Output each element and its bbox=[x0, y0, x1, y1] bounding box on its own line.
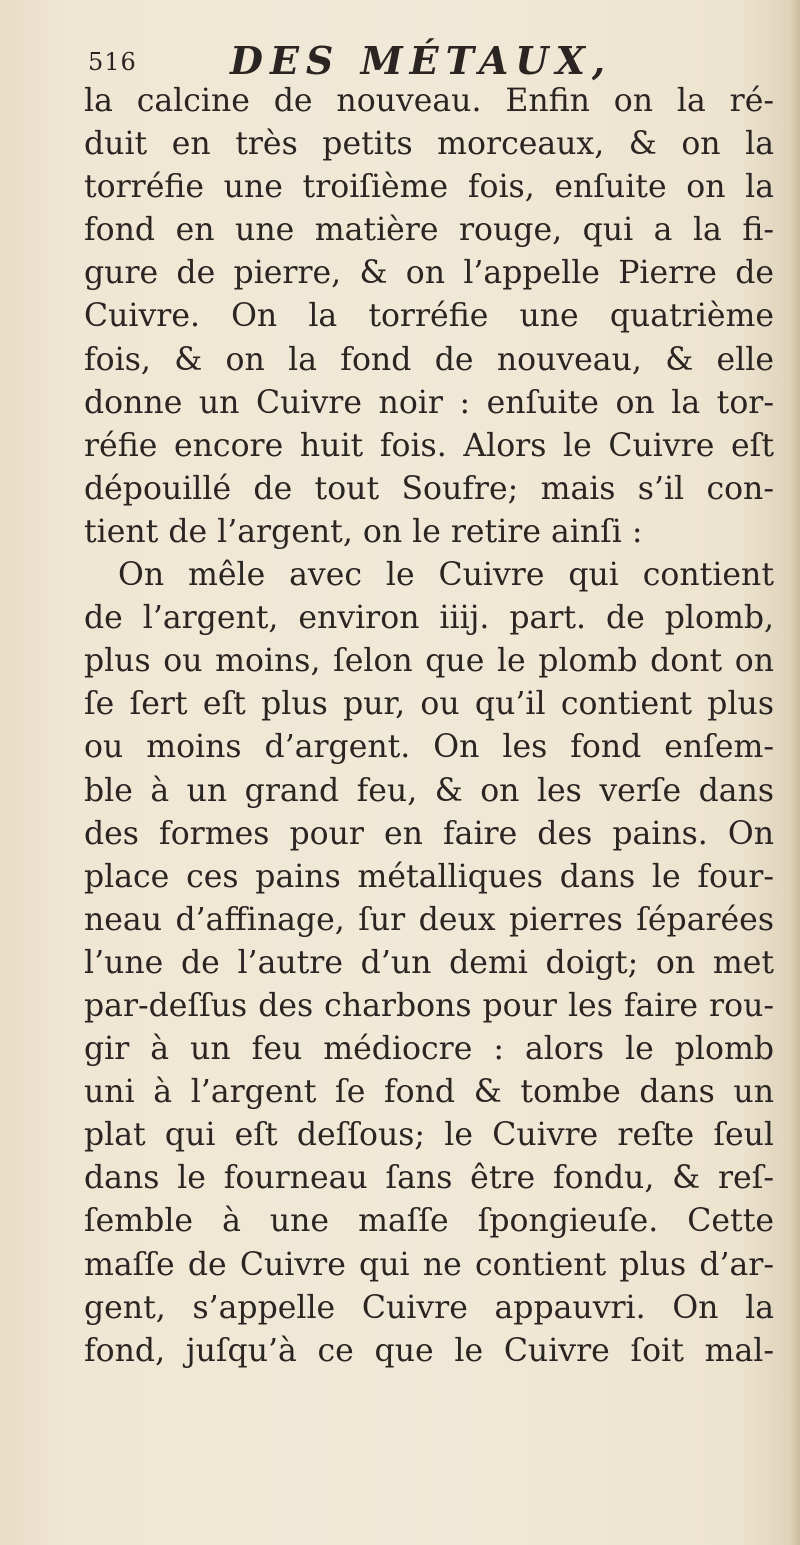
text-line: duit en très petits morceaux, & on la bbox=[84, 126, 774, 163]
text-line: plat qui eſt deſſous; le Cuivre reſte ſeul bbox=[84, 1117, 774, 1154]
text-line: ſe ſert eſt plus pur, ou qu’il contient plus bbox=[84, 686, 774, 723]
running-head: DES MÉTAUX, bbox=[230, 38, 613, 83]
text-line: ou moins d’argent. On les fond enſem- bbox=[84, 729, 774, 766]
text-line: gent, s’appelle Cuivre appauvri. On la bbox=[84, 1289, 774, 1326]
text-line: uni à l’argent ſe fond & tombe dans un bbox=[84, 1074, 774, 1111]
text-line: fois, & on la fond de nouveau, & elle bbox=[84, 341, 774, 378]
text-line: gure de pierre, & on l’appelle Pierre de bbox=[84, 255, 774, 292]
page-edge-shadow bbox=[790, 0, 800, 1545]
text-line: des formes pour en faire des pains. On bbox=[84, 815, 774, 852]
text-line: fond en une matière rouge, qui a la fi- bbox=[84, 212, 774, 249]
text-line: dans le fourneau ſans être fondu, & reſ- bbox=[84, 1160, 774, 1197]
text-line: tient de l’argent, on le retire ainſi : bbox=[84, 513, 643, 550]
text-line: de l’argent, environ iiij. part. de plomb, bbox=[84, 600, 774, 637]
text-line: ble à un grand feu, & on les verſe dans bbox=[84, 772, 774, 809]
text-line: la calcine de nouveau. Enfin on la ré- bbox=[84, 83, 774, 119]
text-line: par-deſſus des charbons pour les faire rou- bbox=[84, 987, 774, 1024]
text-line: On mêle avec le Cuivre qui contient bbox=[118, 557, 774, 594]
body-text bbox=[84, 80, 774, 1373]
text-line: fond, juſqu’à ce que le Cuivre ſoit mal- bbox=[84, 1332, 774, 1369]
text-line: torréfie une troiſième fois, enſuite on la bbox=[84, 169, 774, 206]
text-line: plus ou moins, ſelon que le plomb dont on bbox=[84, 643, 774, 680]
page-number: 516 bbox=[88, 48, 137, 76]
page-header bbox=[88, 36, 768, 86]
text-line: neau d’affinage, ſur deux pierres ſéparées bbox=[84, 901, 774, 938]
text-line: réfie encore huit fois. Alors le Cuivre eſt bbox=[84, 427, 774, 464]
text-line: maſſe de Cuivre qui ne contient plus d’ar- bbox=[84, 1246, 774, 1283]
text-line: l’une de l’autre d’un demi doigt; on met bbox=[84, 944, 774, 981]
text-line: gir à un feu médiocre : alors le plomb bbox=[84, 1031, 774, 1068]
text-line: place ces pains métalliques dans le four- bbox=[84, 858, 774, 895]
text-line: Cuivre. On la torréfie une quatrième bbox=[84, 298, 774, 335]
text-line: donne un Cuivre noir : enſuite on la tor- bbox=[84, 384, 774, 421]
text-line: ſemble à une maſſe ſpongieuſe. Cette bbox=[84, 1203, 774, 1240]
text-line: dépouillé de tout Soufre; mais s’il con- bbox=[84, 470, 774, 507]
